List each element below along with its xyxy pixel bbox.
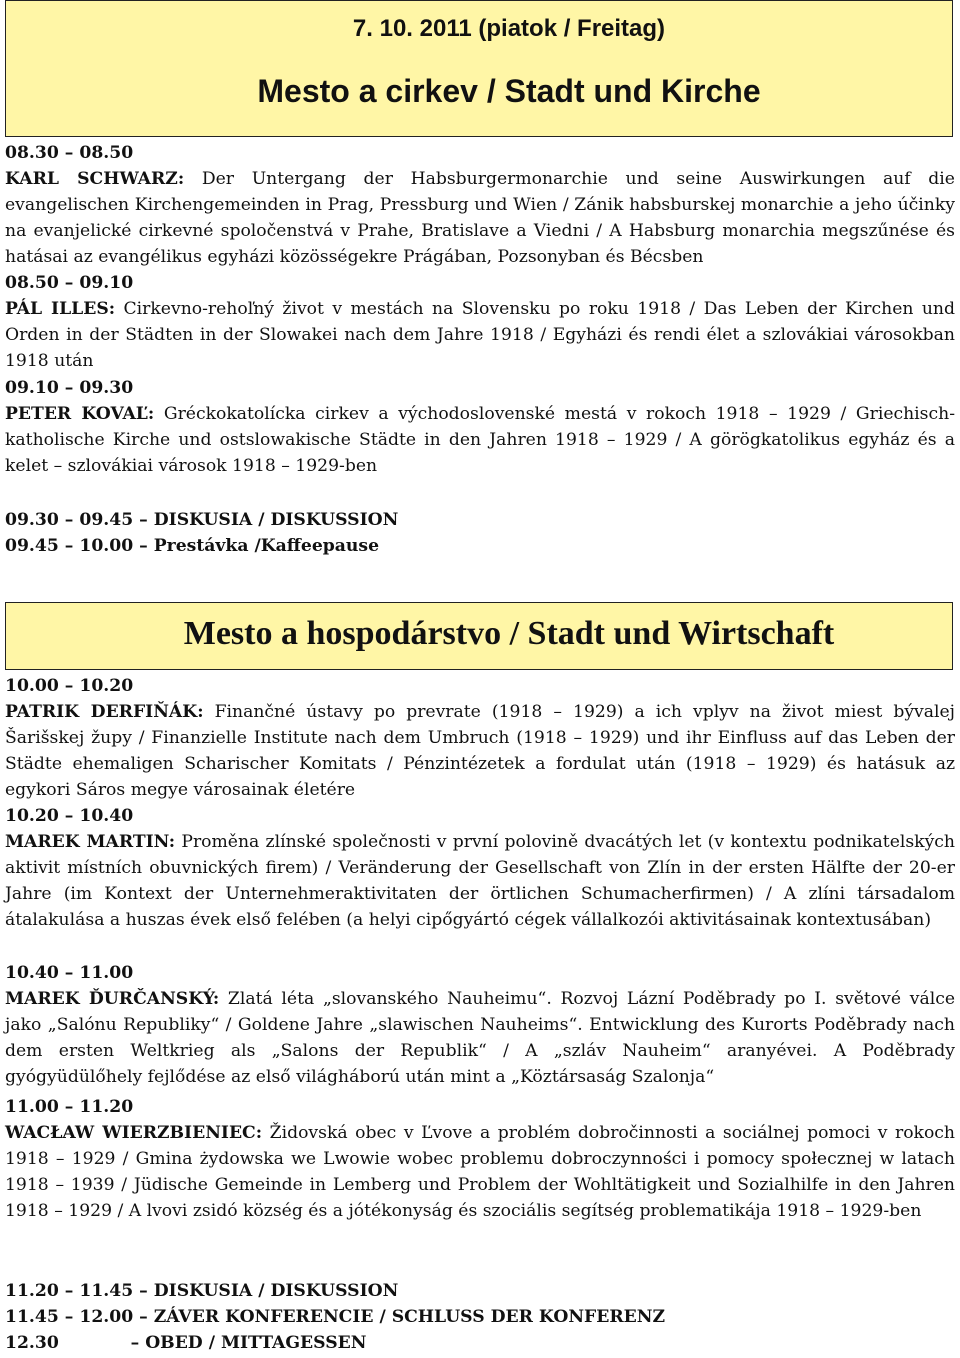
talk-description <box>5 166 955 270</box>
talk-block <box>5 140 955 270</box>
talk-title: Zlatá léta „slovanského Nauheimu“. Rozvoj Lázní Poděbrady po I. světové válce jako „Salónu Republiky“ / Goldene Jahre „slawischen Nauheims“. Entwicklung des Kurorts Poděbrady nach dem ersten Weltkrieg als „Salons der Republik“ / A „szláv Nauheim“ aranyévei. A Poděbrady gyógyüdülőhely fejlődése az első világháború után mint a „Köztársaság Szalonja“ <box>5 989 955 1087</box>
talk-title: Finančné ústavy po prevrate (1918 – 1929) a ich vplyv na život miest bývalej Šarišskej župy / Finanzielle Institute nach dem Umbruch (1918 – 1929) und ihr Einfluss auf das Leben der Städte ehemaligen Scharischer Komitats / Pénzintézetek a fordulat után (1918 – 1929) és hatásuk az egykori Sáros megye városainak életére <box>5 702 955 800</box>
closing-item: 11.20 – 11.45 – DISKUSIA / DISKUSSION <box>5 1281 399 1301</box>
talk-time: 10.00 – 10.20 <box>5 676 134 696</box>
talk-block <box>5 1094 955 1224</box>
day-date: 7. 10. 2011 (piatok / Freitag) <box>352 15 666 42</box>
talk-time: 08.30 – 08.50 <box>5 143 134 163</box>
talk-time: 09.10 – 09.30 <box>5 378 134 398</box>
break-block <box>5 507 955 559</box>
talk-block <box>5 270 955 374</box>
section-title-church: Mesto a cirkev / Stadt und Kirche <box>257 73 761 109</box>
talk-title: Proměna zlínské společnosti v první polovině dvacátých let (v kontextu podnikatelských aktivit místních obuvnických firem) / Veränderung der Gesellschaft von Zlín in der ersten Hälfte der 20-er Jahre (im Kontext der Unternehmeraktivitaten der örtlichen Schumacherfirmen) / A zlíni társadalom átalakulása a huszas évek első felében (a helyi cipőgyártó cégek vállalkozói aktivitásainak kontextusában) <box>5 832 956 930</box>
talk-block <box>5 673 955 803</box>
talk-description <box>5 1120 955 1224</box>
closing-item: 12.30 – OBED / MITTAGESSEN <box>5 1333 367 1353</box>
talk-description <box>5 401 955 479</box>
talk-speaker: PATRIK DERFIŇÁK: <box>5 702 204 722</box>
day-banner <box>5 0 953 137</box>
talk-block <box>5 803 955 933</box>
closing-block <box>5 1278 955 1356</box>
talk-description <box>5 296 955 374</box>
talk-title: Židovská obec v Ľvove a problém dobročinnosti a sociálnej pomoci v rokoch 1918 – 1929 / Gmina żydowska we Lwowie wobec problemu dobroczynności i pomocy społecznej w latach 1918 – 1939 / Jüdische Gemeinde in Lemberg und Problem der Wohltätigkeit und Sozialhilfe in den Jahren 1918 – 1929 / A lvovi zsidó község és a jótékonyság és szociális segítség problematikája 1918 – 1929-ben <box>5 1123 955 1221</box>
talk-speaker: MAREK MARTIN: <box>5 832 176 852</box>
talk-time: 11.00 – 11.20 <box>5 1097 134 1117</box>
talk-title: Der Untergang der Habsburgermonarchie und seine Auswirkungen auf die evangelischen Kirchengemeinden in Prag, Pressburg und Wien / Zánik habsburskej monarchie a jeho účinky na evanjelické cirkevné spoločenstvá v Prahe, Bratislave a Viedni / A Habsburg monarchia megszűnése és hatásai az evangélikus egyházi közösségekre Prágában, Pozsonyban és Bécsben <box>5 169 955 267</box>
talk-speaker: PÁL ILLES: <box>5 299 116 319</box>
talk-title: Gréckokatolícka cirkev a východoslovenské mestá v rokoch 1918 – 1929 / Griechisch-katholische Kirche und ostslowakische Städte in den Jahren 1918 – 1929 / A görögkatolikus egyház és a kelet – szlovákiai városok 1918 – 1929-ben <box>5 404 956 476</box>
talk-speaker: KARL SCHWARZ: <box>5 169 185 189</box>
break-item: 09.30 – 09.45 – DISKUSIA / DISKUSSION <box>5 510 399 530</box>
talk-speaker: MAREK ĎURČANSKÝ: <box>5 989 220 1009</box>
talk-speaker: PETER KOVAĽ: <box>5 404 155 424</box>
talk-description <box>5 986 955 1090</box>
break-item: 09.45 – 10.00 – Prestávka /Kaffeepause <box>5 536 380 556</box>
closing-item: 11.45 – 12.00 – ZÁVER KONFERENCIE / SCHLUSS DER KONFERENZ <box>5 1307 665 1327</box>
talk-block <box>5 960 955 1090</box>
talk-description <box>5 829 955 933</box>
section-title-economy: Mesto a hospodárstvo / Stadt und Wirtschaft <box>183 615 835 652</box>
talk-time: 10.20 – 10.40 <box>5 806 134 826</box>
talk-title: Cirkevno-rehoľný život v mestách na Slovensku po roku 1918 / Das Leben der Kirchen und Orden in der Städten in der Slowakei nach dem Jahre 1918 / Egyházi és rendi élet a szlovákiai városokban 1918 után <box>5 299 955 371</box>
talk-time: 08.50 – 09.10 <box>5 273 134 293</box>
talk-block <box>5 375 955 479</box>
section-banner <box>5 602 953 670</box>
talk-speaker: WACŁAW WIERZBIENIEC: <box>5 1123 263 1143</box>
talk-time: 10.40 – 11.00 <box>5 963 134 983</box>
talk-description <box>5 699 955 803</box>
